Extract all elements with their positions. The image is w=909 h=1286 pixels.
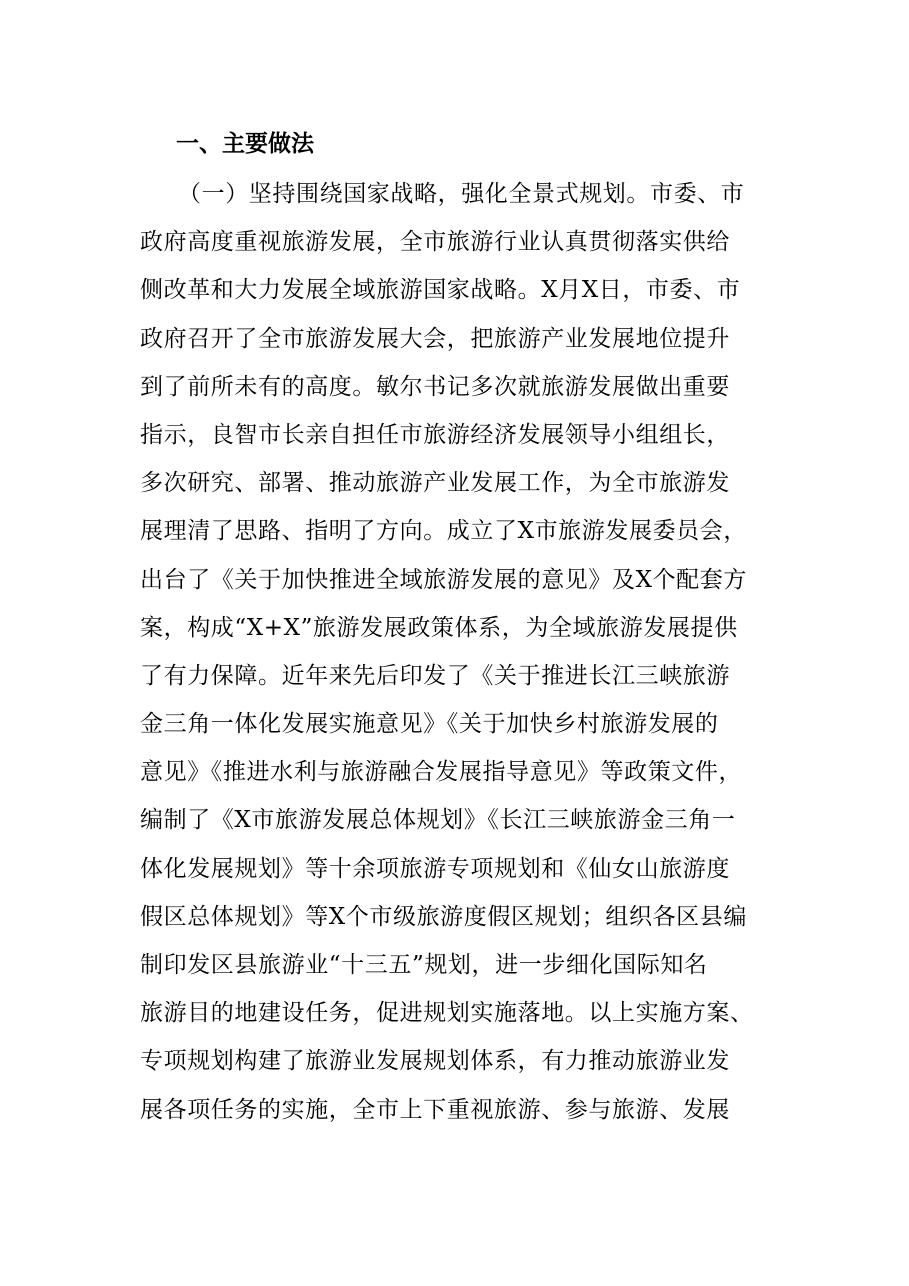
text-line: 政府高度重视旅游发展，全市旅游行业认真贯彻落实供给 — [140, 229, 730, 256]
text-line: （一）坚持围绕国家战略，强化全景式规划。市委、市 — [178, 181, 745, 207]
text-line: 旅游目的地建设任务，促进规划实施落地。以上实施方案、 — [140, 1000, 754, 1027]
text-line: 出台了《关于加快推进全域旅游发展的意见》及X个配套方 — [140, 566, 747, 593]
body-paragraph — [140, 170, 780, 1134]
text-line: 多次研究、部署、推动旅游产业发展工作，为全市旅游发 — [140, 470, 730, 497]
text-line: 专项规划构建了旅游业发展规划体系，有力推动旅游业发 — [140, 1048, 730, 1075]
text-line: 金三角一体化发展实施意见》《关于加快乡村旅游发展的 — [140, 711, 719, 738]
text-line: 意见》《推进水利与旅游融合发展指导意见》等政策文件， — [140, 759, 743, 786]
text-line: 政府召开了全市旅游发展大会，把旅游产业发展地位提升 — [140, 325, 730, 352]
text-line: 编制了《X市旅游发展总体规划》《长江三峡旅游金三角一 — [140, 807, 736, 834]
text-line: 侧改革和大力发展全域旅游国家战略。X月X日，市委、市 — [140, 277, 741, 304]
text-line: 体化发展规划》等十余项旅游专项规划和《仙女山旅游度 — [140, 855, 730, 882]
text-line: 假区总体规划》等X个市级旅游度假区规划；组织各区县编 — [140, 903, 747, 930]
text-line: 制印发区县旅游业“十三五”规划，进一步细化国际知名 — [140, 952, 708, 978]
text-line: 了有力保障。近年来先后印发了《关于推进长江三峡旅游 — [140, 662, 730, 689]
text-line: 展理清了思路、指明了方向。成立了X市旅游发展委员会， — [140, 518, 747, 545]
text-line: 展各项任务的实施，全市上下重视旅游、参与旅游、发展 — [140, 1096, 730, 1123]
text-line: 到了前所未有的高度。敏尔书记多次就旅游发展做出重要 — [140, 373, 730, 400]
text-line: 指示，良智市长亲自担任市旅游经济发展领导小组组长， — [140, 421, 730, 448]
section-heading: 一、主要做法 — [176, 130, 314, 157]
text-line: 案，构成“X+X”旅游发展政策体系，为全域旅游发展提供 — [140, 614, 738, 641]
